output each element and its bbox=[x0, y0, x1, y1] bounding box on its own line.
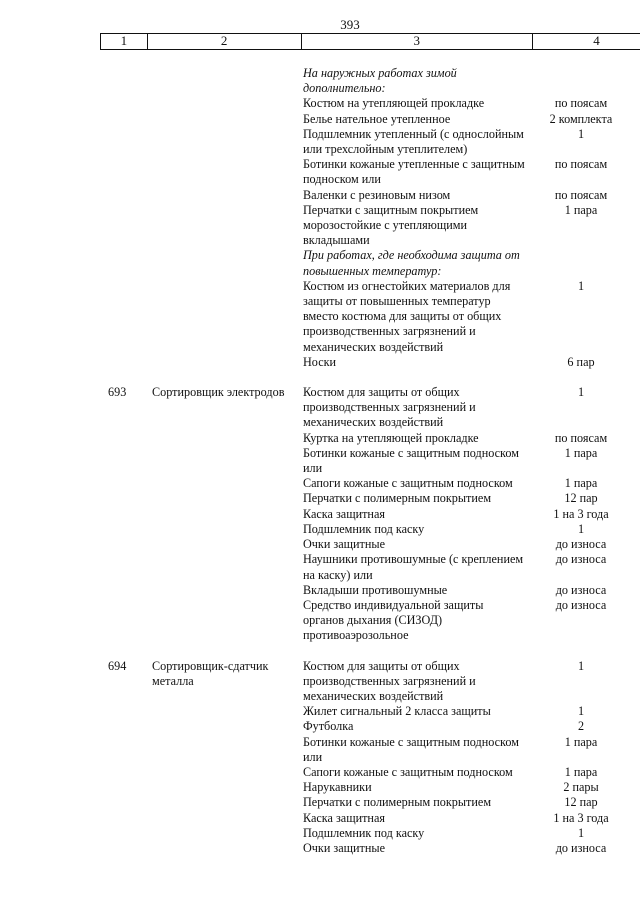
list-item bbox=[303, 704, 640, 719]
list-item bbox=[303, 127, 640, 157]
list-item bbox=[303, 96, 640, 111]
item-qty: 1 пара bbox=[564, 202, 598, 217]
item-name: Перчатки с полимерным покрытием bbox=[303, 491, 492, 506]
item-list bbox=[303, 66, 640, 370]
item-name: Жилет сигнальный 2 класса защиты bbox=[303, 704, 491, 719]
item-qty: до износа bbox=[555, 597, 607, 612]
item-qty: 1 bbox=[577, 126, 585, 141]
item-qty: 1 пара bbox=[564, 764, 598, 779]
item-qty: 1 bbox=[577, 278, 585, 293]
list-item bbox=[303, 431, 640, 446]
item-qty: до износа bbox=[555, 582, 607, 597]
item-name: Каска защитная bbox=[303, 810, 385, 825]
list-item bbox=[303, 719, 640, 734]
list-item bbox=[303, 157, 640, 187]
item-qty: до износа bbox=[555, 840, 607, 855]
item-qty: 2 комплекта bbox=[549, 111, 613, 126]
item-qty: 2 пары bbox=[563, 780, 599, 795]
header-col-3: 3 bbox=[301, 34, 532, 49]
item-name: Перчатки с защитным покрытием морозостойкие с утепляющими вкладышами bbox=[303, 202, 479, 248]
table-header bbox=[100, 33, 640, 50]
item-name: Средство индивидуальной защиты органов дыхания (СИЗОД) противоаэрозольное bbox=[303, 597, 484, 643]
section-heading-heat: При работах, где необходима защита от повышенных температур: bbox=[303, 248, 520, 278]
item-name: Сапоги кожаные с защитным подноском bbox=[303, 476, 513, 491]
item-qty: 1 пара bbox=[564, 445, 598, 460]
item-name: Нарукавники bbox=[303, 780, 372, 795]
list-item bbox=[303, 203, 640, 249]
list-item bbox=[303, 826, 640, 841]
list-item bbox=[303, 491, 640, 506]
item-qty: 1 bbox=[577, 385, 585, 400]
item-qty: 1 на 3 года bbox=[553, 810, 609, 825]
list-item bbox=[303, 279, 640, 355]
item-qty: 6 пар bbox=[567, 354, 595, 369]
item-name: Наушники противошумные (с креплением на каску) или bbox=[303, 552, 524, 582]
item-name: Костюм из огнестойких материалов для защиты от повышенных температур вместо костюма для защиты от общих производственных загрязнений и механических воздействий bbox=[303, 278, 511, 354]
item-qty: 12 пар bbox=[564, 795, 598, 810]
item-list bbox=[303, 385, 640, 643]
header-col-4: 4 bbox=[532, 34, 640, 49]
item-qty: до износа bbox=[555, 552, 607, 567]
item-name: Подшлемник утепленный (с однослойным или трехслойным утеплителем) bbox=[303, 126, 524, 157]
item-name: Валенки с резиновым низом bbox=[303, 187, 451, 202]
list-item bbox=[303, 735, 640, 765]
continuation-entry bbox=[0, 66, 640, 370]
item-qty: 12 пар bbox=[564, 491, 598, 506]
profession-name: Сортировщик электродов bbox=[152, 385, 285, 400]
item-name: Очки защитные bbox=[303, 537, 385, 552]
item-name: Костюм на утепляющей прокладке bbox=[303, 96, 485, 111]
item-qty: 1 bbox=[577, 658, 585, 673]
item-qty: 1 bbox=[577, 704, 585, 719]
item-list bbox=[303, 659, 640, 857]
item-name: Вкладыши противошумные bbox=[303, 582, 448, 597]
item-name: Носки bbox=[303, 354, 337, 369]
list-item bbox=[303, 385, 640, 431]
item-qty: 1 пара bbox=[564, 734, 598, 749]
item-qty: по поясам bbox=[554, 187, 608, 202]
header-col-1: 1 bbox=[100, 34, 147, 49]
entry-number: 694 bbox=[108, 658, 127, 673]
item-qty: 1 пара bbox=[564, 476, 598, 491]
entry-693 bbox=[0, 385, 640, 643]
header-col-2: 2 bbox=[147, 34, 301, 49]
item-name: Ботинки кожаные с защитным подноском или bbox=[303, 734, 519, 764]
item-qty: 1 bbox=[577, 825, 585, 840]
item-name: Перчатки с полимерным покрытием bbox=[303, 795, 492, 810]
entry-number: 693 bbox=[108, 385, 127, 400]
item-name: Подшлемник под каску bbox=[303, 825, 425, 840]
list-item bbox=[303, 765, 640, 780]
list-item bbox=[303, 537, 640, 552]
item-qty: 2 bbox=[577, 719, 585, 734]
item-name: Сапоги кожаные с защитным подноском bbox=[303, 764, 513, 779]
profession-name: Сортировщик-сдатчик металла bbox=[152, 658, 269, 688]
item-qty: 1 на 3 года bbox=[553, 506, 609, 521]
list-item bbox=[303, 598, 640, 644]
list-item bbox=[303, 659, 640, 705]
item-qty: по поясам bbox=[554, 96, 608, 111]
item-qty: по поясам bbox=[554, 157, 608, 172]
item-name: Белье нательное утепленное bbox=[303, 111, 451, 126]
item-name: Костюм для защиты от общих производственных загрязнений и механических воздействий bbox=[303, 658, 476, 703]
item-name: Куртка на утепляющей прокладке bbox=[303, 430, 479, 445]
item-qty: 1 bbox=[577, 521, 585, 536]
table-body bbox=[0, 66, 640, 856]
item-name: Подшлемник под каску bbox=[303, 521, 425, 536]
item-name: Футболка bbox=[303, 719, 354, 734]
item-name: Костюм для защиты от общих производственных загрязнений и механических воздействий bbox=[303, 385, 476, 430]
list-item bbox=[303, 188, 640, 203]
list-item bbox=[303, 112, 640, 127]
list-item bbox=[303, 811, 640, 826]
list-item bbox=[303, 507, 640, 522]
page-number: 393 bbox=[340, 17, 360, 32]
entry-694 bbox=[0, 659, 640, 857]
list-item bbox=[303, 552, 640, 582]
list-item bbox=[303, 522, 640, 537]
list-item bbox=[303, 795, 640, 810]
item-name: Каска защитная bbox=[303, 506, 385, 521]
item-name: Ботинки кожаные с защитным подноском или bbox=[303, 445, 519, 476]
list-item bbox=[303, 355, 640, 370]
list-item bbox=[303, 583, 640, 598]
list-item bbox=[303, 476, 640, 491]
item-qty: по поясам bbox=[554, 430, 608, 445]
list-item bbox=[303, 841, 640, 856]
list-item bbox=[303, 446, 640, 476]
item-name: Очки защитные bbox=[303, 840, 385, 855]
list-item bbox=[303, 780, 640, 795]
item-qty: до износа bbox=[555, 537, 607, 552]
section-heading-outdoor: На наружных работах зимой дополнительно: bbox=[303, 66, 457, 96]
item-name: Ботинки кожаные утепленные с защитным подноском или bbox=[303, 157, 525, 187]
